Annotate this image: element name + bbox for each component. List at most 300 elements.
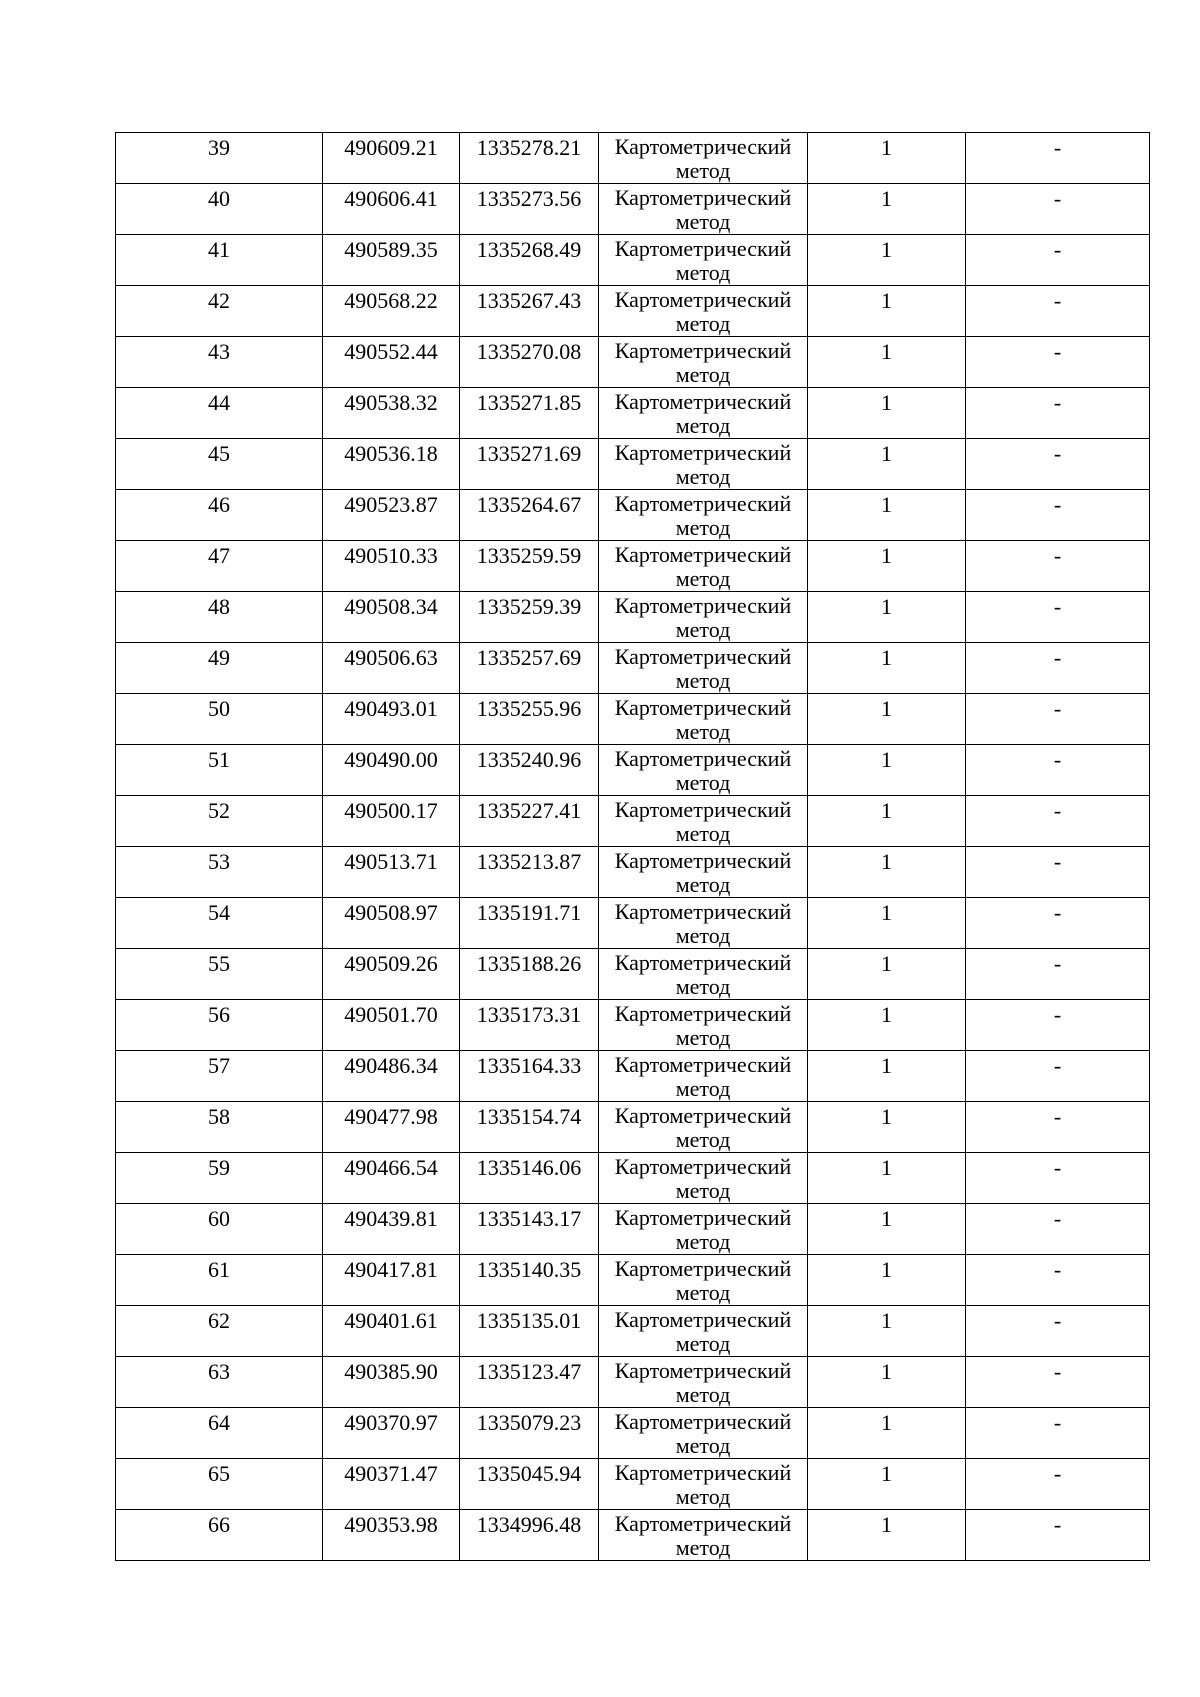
y-coordinate-cell [460, 133, 599, 184]
accuracy-cell-text: 1 [881, 1359, 892, 1384]
point-number-cell-text: 57 [208, 1053, 230, 1078]
note-cell [966, 184, 1150, 235]
point-number-cell [116, 1051, 323, 1102]
point-number-cell-text: 52 [208, 798, 230, 823]
method-cell-text: Картометрический метод [614, 338, 792, 387]
point-number-cell [116, 235, 323, 286]
x-coordinate-cell [323, 1459, 460, 1510]
point-number-cell-text: 39 [208, 135, 230, 160]
y-coordinate-cell [460, 949, 599, 1000]
method-cell [599, 1153, 808, 1204]
method-cell [599, 490, 808, 541]
y-coordinate-cell-text: 1335255.96 [476, 696, 582, 721]
accuracy-cell-text: 1 [881, 900, 892, 925]
note-cell [966, 1459, 1150, 1510]
x-coordinate-cell [323, 235, 460, 286]
accuracy-cell-text: 1 [881, 339, 892, 364]
note-cell [966, 1255, 1150, 1306]
x-coordinate-cell-text: 490486.34 [344, 1053, 438, 1078]
accuracy-cell [808, 1510, 966, 1561]
x-coordinate-cell-text: 490508.97 [344, 900, 438, 925]
table-row [116, 388, 1150, 439]
x-coordinate-cell-text: 490510.33 [344, 543, 438, 568]
table-row [116, 286, 1150, 337]
method-cell-text: Картометрический метод [614, 1052, 792, 1101]
accuracy-cell [808, 847, 966, 898]
method-cell-text: Картометрический метод [614, 1358, 792, 1407]
x-coordinate-cell-text: 490538.32 [344, 390, 438, 415]
x-coordinate-cell-text: 490466.54 [344, 1155, 438, 1180]
note-cell-text: - [1053, 696, 1062, 721]
y-coordinate-cell [460, 541, 599, 592]
method-cell [599, 235, 808, 286]
note-cell-text: - [1053, 492, 1062, 517]
point-number-cell-text: 66 [208, 1512, 230, 1537]
x-coordinate-cell-text: 490439.81 [344, 1206, 438, 1231]
note-cell [966, 235, 1150, 286]
y-coordinate-cell [460, 1051, 599, 1102]
point-number-cell [116, 847, 323, 898]
accuracy-cell-text: 1 [881, 594, 892, 619]
method-cell [599, 694, 808, 745]
note-cell-text: - [1053, 237, 1062, 262]
accuracy-cell [808, 1459, 966, 1510]
table-row [116, 1306, 1150, 1357]
accuracy-cell [808, 133, 966, 184]
note-cell [966, 694, 1150, 745]
point-number-cell [116, 1102, 323, 1153]
point-number-cell-text: 47 [208, 543, 230, 568]
accuracy-cell-text: 1 [881, 849, 892, 874]
point-number-cell-text: 53 [208, 849, 230, 874]
x-coordinate-cell [323, 1408, 460, 1459]
point-number-cell [116, 1153, 323, 1204]
table-row [116, 184, 1150, 235]
table-row [116, 847, 1150, 898]
x-coordinate-cell-text: 490500.17 [344, 798, 438, 823]
accuracy-cell [808, 1153, 966, 1204]
table-row [116, 133, 1150, 184]
table-row [116, 1408, 1150, 1459]
method-cell-text: Картометрический метод [614, 491, 792, 540]
note-cell [966, 1051, 1150, 1102]
method-cell [599, 541, 808, 592]
method-cell [599, 337, 808, 388]
y-coordinate-cell-text: 1335045.94 [476, 1461, 582, 1486]
y-coordinate-cell-text: 1335173.31 [476, 1002, 582, 1027]
point-number-cell-text: 62 [208, 1308, 230, 1333]
y-coordinate-cell [460, 1204, 599, 1255]
note-cell-text: - [1053, 1155, 1062, 1180]
accuracy-cell-text: 1 [881, 1206, 892, 1231]
note-cell-text: - [1053, 390, 1062, 415]
table-row [116, 1000, 1150, 1051]
note-cell-text: - [1053, 1104, 1062, 1129]
y-coordinate-cell-text: 1335213.87 [476, 849, 582, 874]
note-cell [966, 949, 1150, 1000]
method-cell-text: Картометрический метод [614, 1307, 792, 1356]
x-coordinate-cell [323, 1510, 460, 1561]
point-number-cell [116, 1000, 323, 1051]
y-coordinate-cell [460, 694, 599, 745]
accuracy-cell [808, 592, 966, 643]
method-cell [599, 745, 808, 796]
table-row [116, 592, 1150, 643]
table-row [116, 541, 1150, 592]
x-coordinate-cell-text: 490568.22 [344, 288, 438, 313]
note-cell-text: - [1053, 135, 1062, 160]
point-number-cell [116, 1510, 323, 1561]
table-row [116, 1357, 1150, 1408]
y-coordinate-cell-text: 1335135.01 [476, 1308, 582, 1333]
note-cell-text: - [1053, 1308, 1062, 1333]
method-cell-text: Картометрический метод [614, 1001, 792, 1050]
method-cell-text: Картометрический метод [614, 134, 792, 183]
point-number-cell [116, 439, 323, 490]
x-coordinate-cell [323, 745, 460, 796]
x-coordinate-cell [323, 847, 460, 898]
accuracy-cell [808, 388, 966, 439]
note-cell-text: - [1053, 900, 1062, 925]
x-coordinate-cell [323, 541, 460, 592]
method-cell-text: Картометрический метод [614, 695, 792, 744]
y-coordinate-cell [460, 1000, 599, 1051]
x-coordinate-cell [323, 1102, 460, 1153]
y-coordinate-cell [460, 796, 599, 847]
point-number-cell [116, 388, 323, 439]
method-cell [599, 286, 808, 337]
y-coordinate-cell [460, 388, 599, 439]
accuracy-cell [808, 949, 966, 1000]
accuracy-cell-text: 1 [881, 1512, 892, 1537]
method-cell [599, 1000, 808, 1051]
accuracy-cell [808, 286, 966, 337]
note-cell [966, 1204, 1150, 1255]
point-number-cell-text: 45 [208, 441, 230, 466]
method-cell-text: Картометрический метод [614, 1103, 792, 1152]
note-cell-text: - [1053, 1002, 1062, 1027]
x-coordinate-cell [323, 1357, 460, 1408]
method-cell [599, 1459, 808, 1510]
table-row [116, 235, 1150, 286]
note-cell-text: - [1053, 594, 1062, 619]
note-cell-text: - [1053, 951, 1062, 976]
y-coordinate-cell-text: 1335257.69 [476, 645, 582, 670]
y-coordinate-cell-text: 1335268.49 [476, 237, 582, 262]
accuracy-cell-text: 1 [881, 1155, 892, 1180]
accuracy-cell [808, 643, 966, 694]
note-cell [966, 1000, 1150, 1051]
y-coordinate-cell-text: 1335264.67 [476, 492, 582, 517]
y-coordinate-cell-text: 1335273.56 [476, 186, 582, 211]
method-cell [599, 1357, 808, 1408]
x-coordinate-cell [323, 1000, 460, 1051]
point-number-cell-text: 55 [208, 951, 230, 976]
method-cell [599, 847, 808, 898]
x-coordinate-cell [323, 133, 460, 184]
point-number-cell [116, 133, 323, 184]
y-coordinate-cell [460, 847, 599, 898]
y-coordinate-cell [460, 286, 599, 337]
accuracy-cell-text: 1 [881, 288, 892, 313]
note-cell-text: - [1053, 645, 1062, 670]
coordinates-table [115, 132, 1150, 1561]
table-row [116, 949, 1150, 1000]
point-number-cell-text: 61 [208, 1257, 230, 1282]
y-coordinate-cell-text: 1335123.47 [476, 1359, 582, 1384]
x-coordinate-cell [323, 643, 460, 694]
point-number-cell [116, 1459, 323, 1510]
table-row [116, 694, 1150, 745]
accuracy-cell [808, 235, 966, 286]
y-coordinate-cell [460, 337, 599, 388]
y-coordinate-cell-text: 1335267.43 [476, 288, 582, 313]
accuracy-cell [808, 745, 966, 796]
accuracy-cell-text: 1 [881, 645, 892, 670]
method-cell-text: Картометрический метод [614, 899, 792, 948]
y-coordinate-cell [460, 1255, 599, 1306]
point-number-cell [116, 541, 323, 592]
point-number-cell-text: 41 [208, 237, 230, 262]
table-row [116, 643, 1150, 694]
x-coordinate-cell-text: 490385.90 [344, 1359, 438, 1384]
method-cell-text: Картометрический метод [614, 1409, 792, 1458]
x-coordinate-cell [323, 592, 460, 643]
y-coordinate-cell [460, 1459, 599, 1510]
x-coordinate-cell-text: 490401.61 [344, 1308, 438, 1333]
x-coordinate-cell-text: 490417.81 [344, 1257, 438, 1282]
table-row [116, 796, 1150, 847]
method-cell-text: Картометрический метод [614, 287, 792, 336]
note-cell-text: - [1053, 1257, 1062, 1282]
x-coordinate-cell [323, 694, 460, 745]
point-number-cell [116, 286, 323, 337]
method-cell-text: Картометрический метод [614, 389, 792, 438]
x-coordinate-cell [323, 1204, 460, 1255]
y-coordinate-cell [460, 745, 599, 796]
point-number-cell [116, 745, 323, 796]
x-coordinate-cell-text: 490506.63 [344, 645, 438, 670]
accuracy-cell [808, 184, 966, 235]
y-coordinate-cell-text: 1335270.08 [476, 339, 582, 364]
x-coordinate-cell [323, 1306, 460, 1357]
table-row [116, 1204, 1150, 1255]
accuracy-cell-text: 1 [881, 135, 892, 160]
accuracy-cell [808, 1000, 966, 1051]
note-cell [966, 541, 1150, 592]
point-number-cell-text: 56 [208, 1002, 230, 1027]
point-number-cell-text: 46 [208, 492, 230, 517]
method-cell-text: Картометрический метод [614, 1256, 792, 1305]
method-cell [599, 184, 808, 235]
point-number-cell [116, 796, 323, 847]
note-cell [966, 490, 1150, 541]
y-coordinate-cell [460, 1102, 599, 1153]
method-cell [599, 949, 808, 1000]
x-coordinate-cell-text: 490609.21 [344, 135, 438, 160]
note-cell [966, 388, 1150, 439]
accuracy-cell-text: 1 [881, 186, 892, 211]
y-coordinate-cell [460, 1408, 599, 1459]
x-coordinate-cell-text: 490508.34 [344, 594, 438, 619]
note-cell-text: - [1053, 1359, 1062, 1384]
y-coordinate-cell-text: 1335259.39 [476, 594, 582, 619]
point-number-cell [116, 592, 323, 643]
table-row [116, 490, 1150, 541]
method-cell [599, 796, 808, 847]
y-coordinate-cell-text: 1335227.41 [476, 798, 582, 823]
accuracy-cell-text: 1 [881, 1104, 892, 1129]
method-cell [599, 643, 808, 694]
accuracy-cell-text: 1 [881, 1461, 892, 1486]
y-coordinate-cell-text: 1335143.17 [476, 1206, 582, 1231]
table-row [116, 1153, 1150, 1204]
note-cell [966, 133, 1150, 184]
note-cell [966, 592, 1150, 643]
method-cell-text: Картометрический метод [614, 644, 792, 693]
y-coordinate-cell-text: 1335191.71 [476, 900, 582, 925]
x-coordinate-cell-text: 490490.00 [344, 747, 438, 772]
table-row [116, 337, 1150, 388]
accuracy-cell [808, 1204, 966, 1255]
x-coordinate-cell [323, 184, 460, 235]
point-number-cell-text: 42 [208, 288, 230, 313]
accuracy-cell-text: 1 [881, 390, 892, 415]
table-row [116, 1255, 1150, 1306]
accuracy-cell [808, 1051, 966, 1102]
method-cell [599, 1255, 808, 1306]
accuracy-cell [808, 898, 966, 949]
x-coordinate-cell [323, 439, 460, 490]
method-cell [599, 1051, 808, 1102]
note-cell-text: - [1053, 747, 1062, 772]
coordinates-table-body [116, 133, 1150, 1561]
point-number-cell [116, 1204, 323, 1255]
x-coordinate-cell-text: 490513.71 [344, 849, 438, 874]
method-cell-text: Картометрический метод [614, 797, 792, 846]
accuracy-cell-text: 1 [881, 798, 892, 823]
point-number-cell-text: 51 [208, 747, 230, 772]
note-cell [966, 898, 1150, 949]
y-coordinate-cell-text: 1335146.06 [476, 1155, 582, 1180]
note-cell-text: - [1053, 339, 1062, 364]
x-coordinate-cell-text: 490523.87 [344, 492, 438, 517]
y-coordinate-cell [460, 898, 599, 949]
method-cell-text: Картометрический метод [614, 542, 792, 591]
method-cell [599, 1510, 808, 1561]
method-cell [599, 592, 808, 643]
y-coordinate-cell [460, 1153, 599, 1204]
note-cell [966, 1153, 1150, 1204]
y-coordinate-cell [460, 235, 599, 286]
accuracy-cell [808, 694, 966, 745]
method-cell-text: Картометрический метод [614, 746, 792, 795]
y-coordinate-cell-text: 1334996.48 [476, 1512, 582, 1537]
x-coordinate-cell-text: 490353.98 [344, 1512, 438, 1537]
method-cell-text: Картометрический метод [614, 1460, 792, 1509]
x-coordinate-cell-text: 490501.70 [344, 1002, 438, 1027]
point-number-cell-text: 60 [208, 1206, 230, 1231]
note-cell-text: - [1053, 1410, 1062, 1435]
accuracy-cell-text: 1 [881, 696, 892, 721]
accuracy-cell-text: 1 [881, 441, 892, 466]
method-cell [599, 1306, 808, 1357]
point-number-cell [116, 490, 323, 541]
method-cell-text: Картометрический метод [614, 236, 792, 285]
y-coordinate-cell-text: 1335164.33 [476, 1053, 582, 1078]
note-cell [966, 337, 1150, 388]
x-coordinate-cell [323, 490, 460, 541]
table-row [116, 439, 1150, 490]
accuracy-cell-text: 1 [881, 543, 892, 568]
x-coordinate-cell [323, 1051, 460, 1102]
x-coordinate-cell-text: 490493.01 [344, 696, 438, 721]
point-number-cell-text: 48 [208, 594, 230, 619]
point-number-cell [116, 1306, 323, 1357]
note-cell-text: - [1053, 288, 1062, 313]
note-cell-text: - [1053, 1053, 1062, 1078]
y-coordinate-cell [460, 1357, 599, 1408]
x-coordinate-cell-text: 490536.18 [344, 441, 438, 466]
point-number-cell [116, 1357, 323, 1408]
x-coordinate-cell-text: 490589.35 [344, 237, 438, 262]
point-number-cell-text: 40 [208, 186, 230, 211]
point-number-cell [116, 1408, 323, 1459]
x-coordinate-cell-text: 490552.44 [344, 339, 438, 364]
note-cell [966, 1510, 1150, 1561]
y-coordinate-cell-text: 1335154.74 [476, 1104, 582, 1129]
accuracy-cell [808, 490, 966, 541]
method-cell-text: Картометрический метод [614, 593, 792, 642]
x-coordinate-cell [323, 949, 460, 1000]
note-cell [966, 1357, 1150, 1408]
point-number-cell-text: 44 [208, 390, 230, 415]
accuracy-cell-text: 1 [881, 1257, 892, 1282]
x-coordinate-cell [323, 337, 460, 388]
y-coordinate-cell-text: 1335140.35 [476, 1257, 582, 1282]
x-coordinate-cell [323, 1153, 460, 1204]
y-coordinate-cell-text: 1335079.23 [476, 1410, 582, 1435]
y-coordinate-cell [460, 439, 599, 490]
note-cell [966, 439, 1150, 490]
accuracy-cell-text: 1 [881, 1053, 892, 1078]
table-row [116, 1459, 1150, 1510]
x-coordinate-cell-text: 490477.98 [344, 1104, 438, 1129]
accuracy-cell-text: 1 [881, 237, 892, 262]
accuracy-cell [808, 439, 966, 490]
y-coordinate-cell-text: 1335278.21 [476, 135, 582, 160]
x-coordinate-cell-text: 490370.97 [344, 1410, 438, 1435]
point-number-cell [116, 337, 323, 388]
y-coordinate-cell [460, 1510, 599, 1561]
accuracy-cell-text: 1 [881, 492, 892, 517]
point-number-cell-text: 49 [208, 645, 230, 670]
x-coordinate-cell [323, 1255, 460, 1306]
point-number-cell [116, 898, 323, 949]
y-coordinate-cell-text: 1335271.69 [476, 441, 582, 466]
point-number-cell [116, 1255, 323, 1306]
note-cell-text: - [1053, 1512, 1062, 1537]
point-number-cell-text: 64 [208, 1410, 230, 1435]
method-cell [599, 1102, 808, 1153]
point-number-cell [116, 184, 323, 235]
method-cell-text: Картометрический метод [614, 1511, 792, 1560]
accuracy-cell [808, 1357, 966, 1408]
y-coordinate-cell-text: 1335240.96 [476, 747, 582, 772]
x-coordinate-cell [323, 898, 460, 949]
x-coordinate-cell [323, 286, 460, 337]
point-number-cell-text: 59 [208, 1155, 230, 1180]
